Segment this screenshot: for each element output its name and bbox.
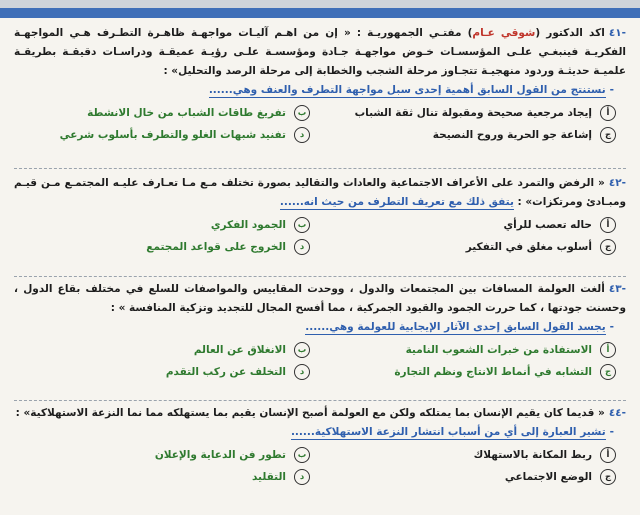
option-c[interactable]: ج الوضع الاجتماعي bbox=[320, 467, 616, 486]
option-letter-circle: أ bbox=[600, 342, 616, 358]
option-a[interactable]: أ حاله تعصب للرأي bbox=[320, 215, 616, 234]
option-letter-circle: أ bbox=[600, 447, 616, 463]
question-prompt: -تشير العبارة إلى أي من أسباب انتشار النزعة الاستهلاكية...... bbox=[290, 426, 614, 438]
option-b[interactable]: ب الجمود الفكري bbox=[14, 215, 310, 234]
option-letter-circle: ج bbox=[600, 127, 616, 143]
option-letter-circle: أ bbox=[600, 217, 616, 233]
separator bbox=[14, 276, 626, 277]
top-band bbox=[0, 0, 640, 18]
person-name: شوقي عـام bbox=[472, 27, 536, 39]
option-d[interactable]: د التخلف عن ركب التقدم bbox=[14, 362, 310, 381]
question-43 bbox=[14, 280, 626, 381]
option-b[interactable]: ب الانغلاق عن العالم bbox=[14, 340, 310, 359]
separator bbox=[14, 168, 626, 169]
question-text: -٤٢« الرفض والتمرد على الأعراف الاجتماعية والعادات والتقاليد بصورة تختلف مـع مـا تعـارف عليـه المجتمـع مـن قيـم ومبـادئ ومرتكزات» : يتفق ذلك مع تعريف التطرف من حيث انه...... bbox=[14, 177, 626, 208]
option-d[interactable]: د الخروج على قواعد المجتمع bbox=[14, 237, 310, 256]
question-44 bbox=[14, 404, 626, 486]
question-prompt: يتفق ذلك مع تعريف التطرف من حيث انه...... bbox=[279, 196, 514, 208]
options bbox=[14, 103, 626, 144]
option-letter-circle: ب bbox=[294, 342, 310, 358]
question-prompt: -نستنتج من القول السابق أهمية إحدى سبل مواجهة التطرف والعنف وهي...... bbox=[208, 84, 614, 96]
top-blue-stripe bbox=[0, 8, 640, 18]
option-letter-circle: ب bbox=[294, 447, 310, 463]
option-letter-circle: د bbox=[294, 127, 310, 143]
option-d[interactable]: د تفنيد شبهات الغلو والتطرف بأسلوب شرعي bbox=[14, 125, 310, 144]
options bbox=[14, 445, 626, 486]
question-42 bbox=[14, 174, 626, 256]
option-letter-circle: د bbox=[294, 364, 310, 380]
option-letter-circle: أ bbox=[600, 105, 616, 121]
separator bbox=[14, 400, 626, 401]
option-letter-circle: ج bbox=[600, 364, 616, 380]
options bbox=[14, 215, 626, 256]
option-a[interactable]: أ إيجاد مرجعية صحيحة ومقبولة تنال ثقة الشباب bbox=[320, 103, 616, 122]
option-b[interactable]: ب تطور فن الدعاية والإعلان bbox=[14, 445, 310, 464]
question-number: -٤٣ bbox=[608, 283, 626, 295]
option-a[interactable]: أ الاستفادة من خبرات الشعوب النامية bbox=[320, 340, 616, 359]
option-letter-circle: ب bbox=[294, 217, 310, 233]
option-letter-circle: ب bbox=[294, 105, 310, 121]
option-a[interactable]: أ ربط المكانة بالاستهلاك bbox=[320, 445, 616, 464]
option-letter-circle: ج bbox=[600, 469, 616, 485]
option-c[interactable]: ج إشاعة جو الحرية وروح النصيحة bbox=[320, 125, 616, 144]
option-letter-circle: د bbox=[294, 239, 310, 255]
question-number: -٤٢ bbox=[608, 177, 626, 189]
question-text: -٤١اكد الدكتور (شوقي عـام) مفتـي الجمهوريـة : « إن من اهـم آليـات مواجهـة ظاهـرة التطـرف هـي المواجهـة الفكريـة فينبغـي علـى المؤسسـات خـوض مواجهـة جـادة ومؤسسـة علـى رؤيـة عميقـة ودراسـات دقيقـة بطريقـة علميـة حديثـة وردود منهجيـة تتجـاوز مرحلة الشجب والخطابة إلى مرحلة الرصد والتحليل» : bbox=[14, 27, 626, 77]
option-letter-circle: ج bbox=[600, 239, 616, 255]
options bbox=[14, 340, 626, 381]
question-text: -٤٤« قديما كان يقيم الإنسان بما يمتلكه ولكن مع العولمة أصبح الإنسان يقيم بما يستهلكه مما نما النزعة الاستهلاكية» : bbox=[15, 407, 626, 419]
question-text: -٤٣ألغت العولمة المسافات بين المجتمعات والدول ، ووحدت المقاييس والمواصفات للسلع في مختلف بقاع الدول ، وحسنت جودتها ، كما حررت الجمود والقيود الجمركية ، مما أفسح المجال للتجديد وتزكية المنافسة » : bbox=[14, 283, 626, 314]
question-41 bbox=[14, 24, 626, 144]
option-c[interactable]: ج أسلوب مغلق في التفكير bbox=[320, 237, 616, 256]
question-number: -٤٤ bbox=[608, 407, 626, 419]
option-c[interactable]: ج التشابه في أنماط الانتاج ونظم التجارة bbox=[320, 362, 616, 381]
option-d[interactable]: د التقليد bbox=[14, 467, 310, 486]
exam-page bbox=[0, 20, 640, 515]
option-letter-circle: د bbox=[294, 469, 310, 485]
option-b[interactable]: ب تفريغ طاقات الشباب من خال الانشطة bbox=[14, 103, 310, 122]
question-number: -٤١ bbox=[608, 27, 626, 39]
question-prompt: -يجسد القول السابق إحدى الآثار الإيجابية للعولمة وهي...... bbox=[305, 321, 614, 333]
